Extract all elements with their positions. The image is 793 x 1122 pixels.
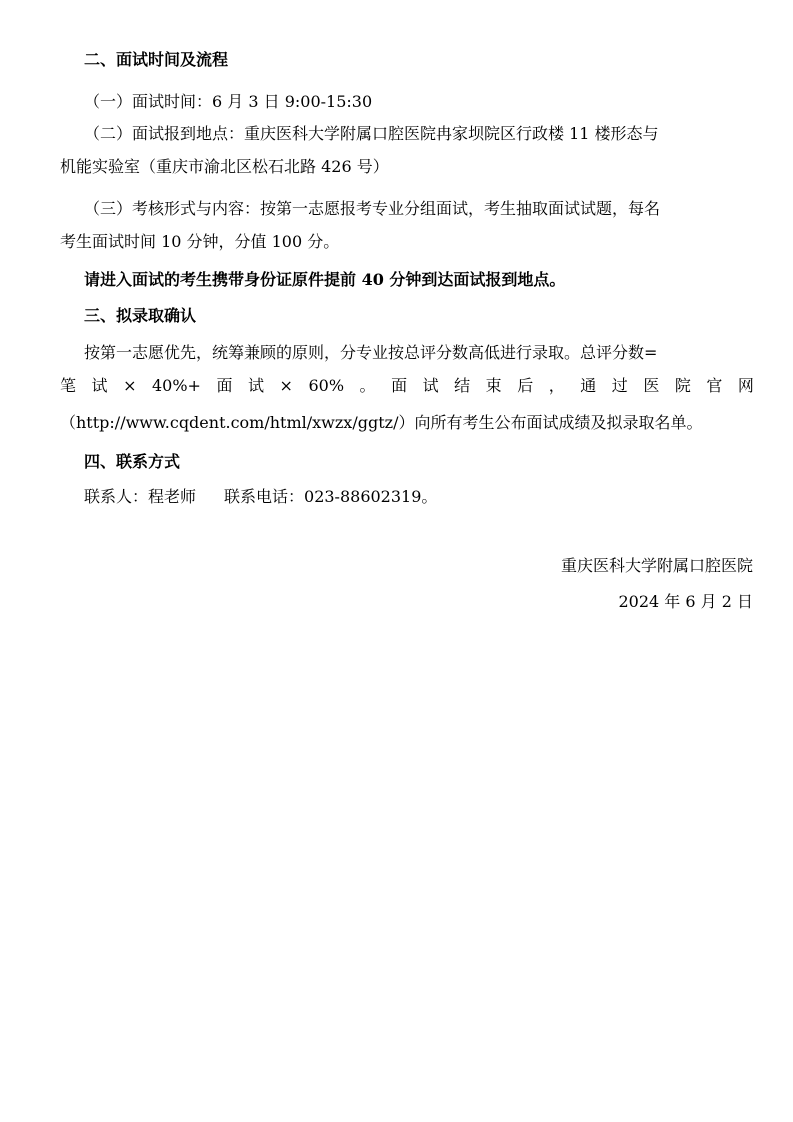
- para-word: 60%: [308, 376, 345, 395]
- para-word: 笔: [60, 376, 77, 395]
- signature-date: 2024 年 6 月 2 日: [618, 592, 753, 611]
- section-2-heading: 二、面试时间及流程: [84, 50, 229, 69]
- para-word: 。: [359, 376, 376, 395]
- admission-para-line1: 按第一志愿优先，统筹兼顾的原则，分专业按总评分数高低进行录取。总评分数=: [84, 343, 658, 362]
- para-word: 医: [643, 376, 660, 395]
- para-word: 过: [611, 376, 628, 395]
- contact-line: [84, 487, 754, 509]
- admission-para-line3: （http://www.cqdent.com/html/xwzx/ggtz/）向所有考生公布面试成绩及拟录取名单。: [60, 413, 703, 432]
- para-word: 院: [674, 376, 691, 395]
- interview-location-line1: （二）面试报到地点：重庆医科大学附属口腔医院冉家坝院区行政楼 11 楼形态与: [84, 124, 659, 143]
- para-word: 结: [454, 376, 471, 395]
- para-word: 网: [737, 376, 754, 395]
- interview-time: （一）面试时间：6 月 3 日 9:00-15:30: [84, 92, 373, 111]
- contact-phone: 联系电话：023-88602319。: [224, 487, 438, 506]
- signature-org: 重庆医科大学附属口腔医院: [560, 556, 753, 575]
- para-word: 试: [248, 376, 265, 395]
- para-word: 官: [706, 376, 723, 395]
- interview-format-line2: 考生面试时间 10 分钟，分值 100 分。: [60, 232, 340, 251]
- para-word: ×: [123, 376, 137, 395]
- para-word: 束: [485, 376, 502, 395]
- interview-location-line2: 机能实验室（重庆市渝北区松石北路 426 号）: [60, 157, 389, 176]
- para-word: 面: [216, 376, 233, 395]
- para-word: 面: [391, 376, 408, 395]
- para-word: 试: [422, 376, 439, 395]
- contact-person: 联系人：程老师: [84, 487, 197, 506]
- para-word: 通: [580, 376, 597, 395]
- para-word: ，: [548, 376, 565, 395]
- para-word: ×: [279, 376, 293, 395]
- interview-notice: 请进入面试的考生携带身份证原件提前 40 分钟到达面试报到地点。: [84, 270, 566, 289]
- admission-para-line2: [60, 376, 754, 398]
- para-word: 后: [517, 376, 534, 395]
- para-word: 试: [91, 376, 108, 395]
- interview-format-line1: （三）考核形式与内容：按第一志愿报考专业分组面试，考生抽取面试试题，每名: [84, 199, 661, 218]
- section-4-heading: 四、联系方式: [84, 452, 181, 471]
- section-3-heading: 三、拟录取确认: [84, 306, 197, 325]
- para-word: 40%+: [151, 376, 201, 395]
